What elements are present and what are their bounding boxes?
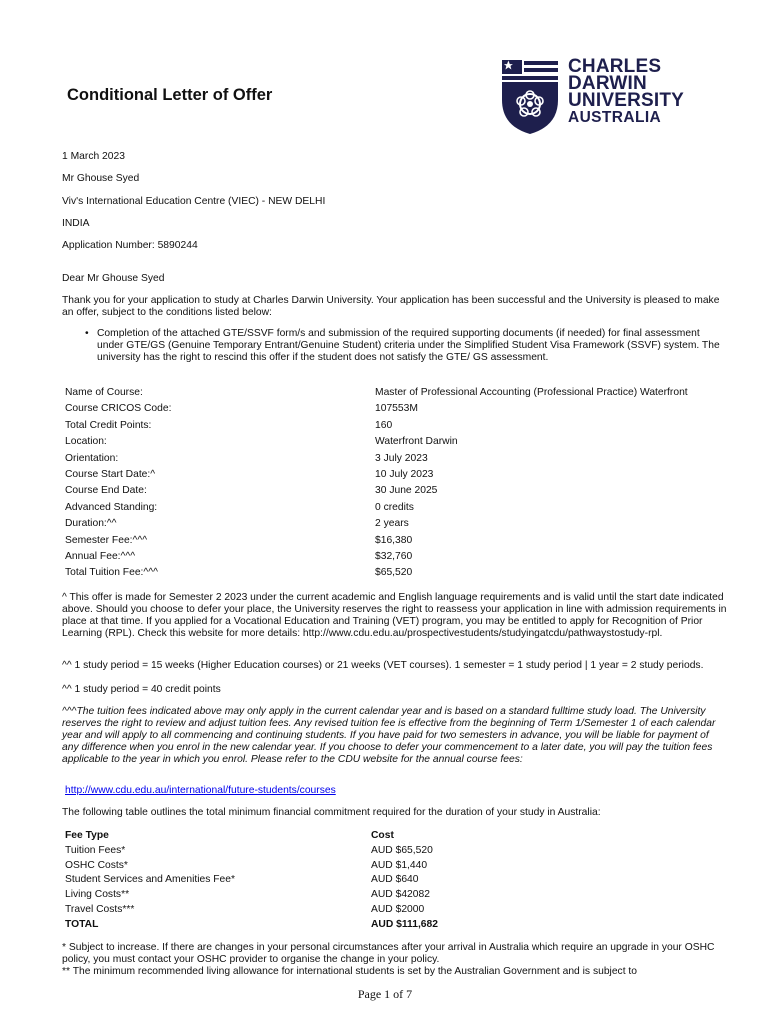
- intro-paragraph: Thank you for your application to study at Charles Darwin University. Your application has been successful and the University is pleased to make an offer, subject to the conditions listed below:: [62, 295, 720, 318]
- table-header-cost: Cost: [371, 830, 394, 841]
- detail-value: 10 July 2023: [375, 469, 434, 480]
- logo-line: UNIVERSITY: [568, 90, 685, 111]
- detail-label: Semester Fee:^^^: [65, 534, 148, 546]
- recipient-name: Mr Ghouse Syed: [62, 173, 140, 184]
- salutation: Dear Mr Ghouse Syed: [62, 273, 165, 284]
- detail-label: Total Tuition Fee:^^^: [65, 567, 158, 579]
- logo-line: CHARLES: [568, 56, 662, 77]
- detail-value: $65,520: [375, 567, 413, 579]
- recipient-country: INDIA: [62, 218, 90, 229]
- note-study-period: ^^ 1 study period = 15 weeks (Higher Education courses) or 21 weeks (VET courses). 1 semester = 1 study period | 1 year = 2 study periods.: [62, 660, 704, 671]
- fee-type: Travel Costs***: [65, 904, 135, 915]
- logo-line: DARWIN: [568, 73, 647, 94]
- total-label: TOTAL: [65, 918, 99, 930]
- detail-label: Total Credit Points:: [65, 419, 152, 431]
- university-crest-icon: [500, 58, 560, 136]
- detail-value: 160: [375, 419, 393, 431]
- fee-cost: AUD $1,440: [371, 859, 428, 871]
- detail-label: Location:: [65, 436, 107, 448]
- detail-label: Course Start Date:^: [65, 469, 156, 480]
- note-start-date: ^ This offer is made for Semester 2 2023 under the current academic and English language requirements and is valid until the start date indicated above. Should you choose to defer your place, the University reserves the right to reassess your application in line with admission requirements in place at that time. If you applied for a Vocational Education and Training (VET) program, you may be entitled to apply for Recognition of Prior Learning (RPL). Check this website for more details: http://www.cdu.edu.au/prospectivestudents/studyingatcdu/pathwaystostudy-rpl.: [62, 592, 727, 639]
- detail-value: $32,760: [375, 551, 413, 562]
- fee-cost: AUD $42082: [371, 889, 430, 901]
- fee-type: Student Services and Amenities Fee*: [65, 874, 235, 886]
- agent-name: Viv's International Education Centre (VIEC) - NEW DELHI: [62, 196, 326, 207]
- page-number: Page 1 of 7: [357, 987, 413, 1001]
- bullet-icon: •: [85, 328, 89, 339]
- fee-type: Living Costs**: [65, 889, 130, 901]
- detail-value: 2 years: [375, 518, 409, 530]
- detail-value: Waterfront Darwin: [375, 436, 458, 448]
- page-title: Conditional Letter of Offer: [67, 86, 273, 104]
- detail-label: Course CRICOS Code:: [65, 403, 172, 415]
- note-credit-points: ^^ 1 study period = 40 credit points: [62, 684, 221, 695]
- detail-label: Name of Course:: [65, 387, 143, 398]
- detail-value: Master of Professional Accounting (Professional Practice) Waterfront: [375, 387, 688, 398]
- fee-cost: AUD $2000: [371, 904, 425, 915]
- footnote-subject-to-increase: * Subject to increase. If there are changes in your personal circumstances after your arrival in Australia which require an upgrade in your OSHC policy, you must contact your OSHC provider to organise the change in your policy.: [62, 942, 715, 965]
- logo-line: AUSTRALIA: [568, 109, 662, 126]
- fee-type: Tuition Fees*: [65, 844, 126, 856]
- detail-value: 3 July 2023: [375, 452, 428, 464]
- logo-wordmark: [568, 58, 684, 127]
- condition-item: Completion of the attached GTE/SSVF form/s and submission of the required supporting documents (if needed) for final assessment under GTE/GS (Genuine Temporary Entrant/Genuine Student) criteria under the Simplified Student Visa Framework (SSVF) system. The university has the right to rescind this offer if the student does not satisfy the GTE/ GS assessment.: [97, 328, 720, 363]
- cdu-logo: [500, 58, 722, 136]
- course-fees-link[interactable]: http://www.cdu.edu.au/international/future-students/courses: [65, 785, 336, 796]
- note-tuition-fees: ^^^The tuition fees indicated above may only apply in the current calendar year and is based on a standard fulltime study load. The University reserves the right to review and adjust tuition fees. Any revised tuition fee is effective from the beginning of Term 1/Semester 1 of each calendar year and will apply to all commencing and continuing students. If you have paid for two semesters in advance, you will be liable for payment of any difference when you enrol in the new calendar year. If you choose to defer your commencement to a later date, you will pay the tuition fees applicable to the year in which you enrol. Please refer to the CDU website for the annual course fees:: [62, 706, 716, 765]
- detail-label: Course End Date:: [65, 485, 147, 497]
- detail-value: 0 credits: [375, 501, 414, 513]
- letter-date: 1 March 2023: [62, 151, 125, 162]
- detail-value: $16,380: [375, 534, 413, 546]
- detail-label: Annual Fee:^^^: [65, 551, 136, 562]
- application-number: Application Number: 5890244: [62, 240, 198, 251]
- detail-label: Advanced Standing:: [65, 501, 158, 513]
- detail-label: Duration:^^: [65, 518, 117, 530]
- detail-value: 107553M: [375, 403, 418, 415]
- total-value: AUD $111,682: [371, 918, 438, 930]
- table-header-type: Fee Type: [65, 830, 109, 841]
- fee-cost: AUD $640: [371, 874, 419, 886]
- fee-cost: AUD $65,520: [371, 844, 433, 856]
- fee-type: OSHC Costs*: [65, 859, 128, 871]
- footnote-living-allowance: ** The minimum recommended living allowance for international students is set by the Australian Government and is subject to: [62, 966, 638, 977]
- financial-intro: The following table outlines the total minimum financial commitment required for the duration of your study in Australia:: [62, 807, 601, 818]
- detail-value: 30 June 2025: [375, 485, 438, 497]
- detail-label: Orientation:: [65, 452, 119, 464]
